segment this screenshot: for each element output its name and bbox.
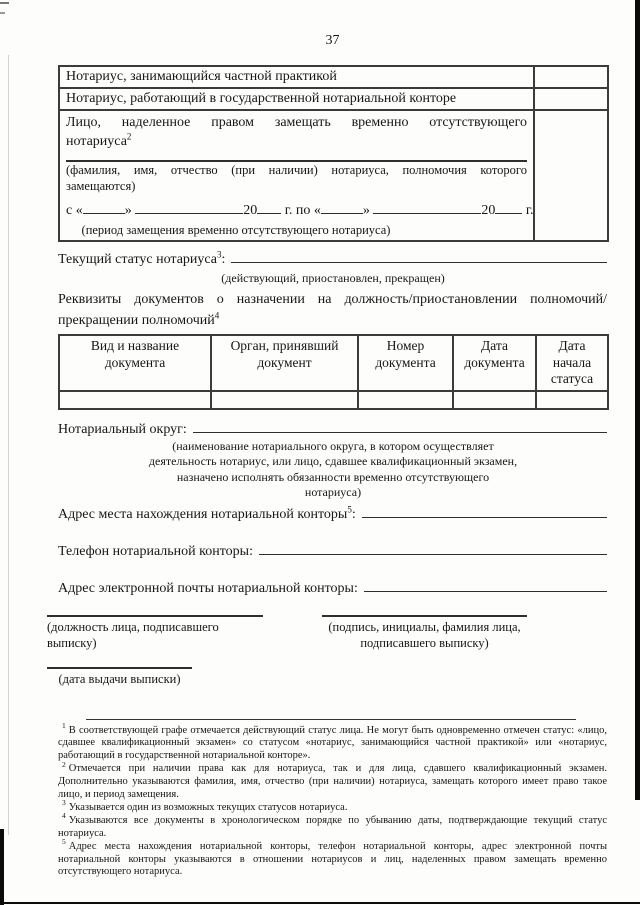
footnote-number: 4	[62, 811, 66, 821]
requisites-heading-line2: прекращении полномочий$^4$	[58, 309, 220, 328]
email-label: Адрес электронной почты нотариальной конторы:	[58, 580, 358, 596]
footnote-text: В соответствующей графе отмечается действующий статус лица. Не могут быть одновременно отмечен статус: «лицо, сдавшее квалификационный экзамен» со статусом «нотариус, занимающийся частной практикой» или «нотариус, работающий в государственной нотариальной конторе».	[58, 724, 607, 762]
doc-col-header-type: Вид и название документа	[59, 335, 211, 391]
doc-table-empty-cell	[536, 391, 608, 409]
month-blank	[135, 199, 243, 214]
signature-right	[322, 615, 527, 651]
doc-col-header-number: Номер документа	[358, 335, 453, 391]
status-label-replacement-cell	[59, 110, 534, 241]
email-blank-line	[364, 577, 607, 592]
issue-date-block	[47, 667, 192, 687]
footnote-number: 2	[62, 759, 66, 769]
replacement-period-line: с « » 20 г. по « » 20 г.	[66, 199, 527, 222]
footnote-5	[58, 837, 607, 880]
district-caption-line: (наименование нотариального округа, в котором осуществляет	[172, 438, 494, 453]
replacement-name-caption-line1: (фамилия, имя, отчество (при наличии) нотариуса, полномочия которого	[66, 163, 527, 177]
scan-artifact-bottom-line	[0, 902, 640, 904]
replacement-text-line2: нотариуса$^2$	[66, 131, 132, 149]
requisites-heading-line1: Реквизиты документов о назначении на должность/приостановлении полномочий/	[58, 292, 607, 307]
issue-date-line	[47, 667, 192, 669]
month-blank	[373, 199, 481, 214]
footnote-text: Указывается один из возможных текущих статусов нотариуса.	[68, 801, 348, 813]
footnote-number: 1	[62, 721, 66, 730]
scan-artifact-left-bottom-bar	[0, 829, 4, 905]
scan-artifact-right-bar	[635, 0, 640, 800]
current-status-label: Текущий статус нотариуса$^3$:	[58, 249, 226, 267]
status-label-state: Нотариус, работающий в государственной нотариальной конторе	[59, 88, 534, 110]
current-status-blank-line	[231, 248, 607, 263]
footnote-ref-2: 2	[126, 131, 132, 142]
current-status-caption: (действующий, приостановлен, прекращен)	[221, 271, 445, 285]
footnote-text: Указываются все документы в хронологическом порядке по убыванию даты, подтверждающие текущий статус нотариуса.	[58, 814, 607, 839]
year-blank	[495, 199, 522, 214]
district-caption-line: деятельность нотариус, или лицо, сдавшее квалификационный экзамен,	[148, 454, 518, 468]
office-address-field	[58, 503, 607, 524]
signature-right-line	[322, 615, 527, 617]
scan-artifact-left-hairline	[8, 55, 9, 835]
replacement-period-caption: (период замещения временно отсутствующего нотариуса)	[81, 223, 391, 237]
footnote-1	[58, 721, 607, 764]
footnote-ref-3: 3	[217, 249, 222, 260]
doc-col-header-status-date: Дата начала статуса	[536, 335, 608, 391]
year-blank	[257, 199, 281, 214]
signature-left-line	[47, 615, 263, 617]
table-row	[59, 88, 608, 110]
district-caption	[148, 439, 518, 501]
footnote-3	[58, 798, 607, 815]
documents-table	[58, 334, 609, 410]
phone-field	[58, 540, 607, 561]
doc-table-empty-cell	[211, 391, 358, 409]
footnote-4	[58, 811, 607, 841]
footnote-text: Адрес места нахождения нотариальной конторы, телефон нотариальной конторы, адрес электронной почты нотариальной конторы указываются в отношении нотариусов и лиц, наделенных правом замещать временно отсутствующего нотариуса.	[58, 840, 607, 878]
phone-blank-line	[259, 540, 607, 555]
doc-table-empty-cell	[59, 391, 211, 409]
page-number: 37	[325, 33, 340, 48]
footnote-separator	[86, 719, 576, 720]
doc-col-header-date: Дата документа	[453, 335, 536, 391]
status-label-private: Нотариус, занимающийся частной практикой	[59, 66, 534, 88]
district-blank-line	[193, 418, 607, 433]
footnotes	[58, 721, 607, 880]
status-checkbox-cell	[534, 88, 608, 110]
scan-artifact-top-dash	[0, 12, 5, 14]
replacement-text-line1: Лицо, наделенное правом замещать временно отсутствующего	[66, 115, 527, 130]
current-status-field	[58, 248, 607, 269]
replacement-name-caption-line2: замещаются)	[66, 179, 136, 193]
signature-right-caption-line2: подписавшего выписку)	[360, 635, 489, 650]
table-row	[59, 66, 608, 88]
signature-block	[47, 615, 607, 651]
documents-table-empty-row	[59, 391, 608, 409]
day-blank	[83, 199, 125, 214]
footnote-2	[58, 759, 607, 802]
scan-artifact-top-dash	[0, 2, 9, 4]
footnote-number: 3	[62, 798, 66, 808]
documents-table-header-row	[59, 335, 608, 391]
footnote-ref-5: 5	[347, 503, 352, 514]
signature-left-caption: (должность лица, подписавшего выписку)	[47, 619, 219, 650]
doc-table-empty-cell	[358, 391, 453, 409]
footnote-ref-4: 4	[214, 309, 220, 320]
table-row	[59, 110, 608, 241]
footnote-text: Отмечается при наличии права как для нотариуса, так и для лица, сдавшего квалификационный экзамен. Дополнительно указываются фамилия, имя, отчество (при наличии) нотариуса, замещать которого имеет право такое лицо, и период замещения.	[58, 763, 607, 801]
signature-left	[47, 615, 263, 651]
district-caption-line: нотариуса)	[304, 485, 362, 499]
email-field	[58, 577, 607, 598]
signature-right-caption-line1: (подпись, инициалы, фамилия лица,	[328, 619, 521, 634]
status-checkbox-cell	[534, 66, 608, 88]
footnote-number: 5	[62, 837, 66, 847]
day-blank	[321, 199, 363, 214]
office-address-label: Адрес места нахождения нотариальной конторы$^5$:	[58, 503, 356, 522]
phone-label: Телефон нотариальной конторы:	[58, 543, 253, 559]
doc-table-empty-cell	[453, 391, 536, 409]
district-field	[58, 418, 607, 439]
status-checkbox-cell	[534, 110, 608, 241]
status-table	[58, 65, 609, 242]
requisites-heading	[58, 290, 607, 331]
district-label: Нотариальный округ:	[58, 421, 187, 437]
district-caption-line: назначено исполнять обязанности временно отсутствующего	[176, 469, 490, 484]
office-address-blank-line	[362, 503, 607, 518]
issue-date-caption: (дата выдачи выписки)	[58, 671, 181, 686]
doc-col-header-authority: Орган, принявший документ	[211, 335, 358, 391]
